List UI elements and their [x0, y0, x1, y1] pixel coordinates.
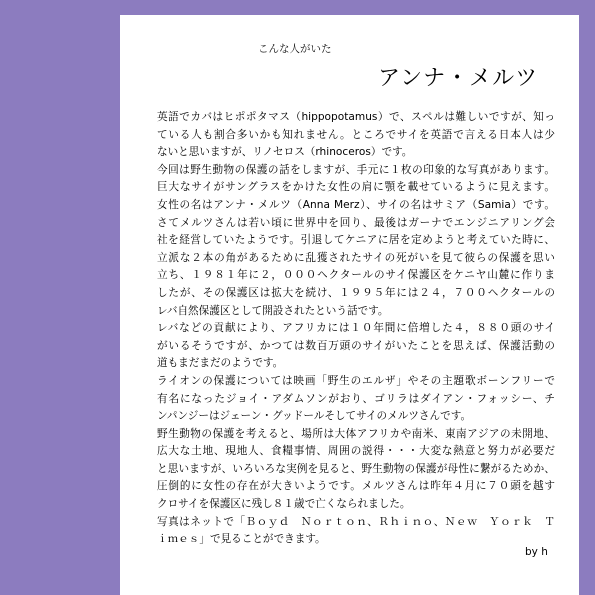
- article-line: 広大な土地、現地人、食糧事情、周囲の説得・・・大変な熱意と努力が必要だ: [157, 445, 555, 458]
- article-line: レバなどの貢献により、アフリカには１０年間に倍増した４，８８０頭のサイ: [157, 322, 555, 335]
- article-line: 圧倒的に女性の存在が大きいようです。メルツさんは昨年４月に７０頭を越す: [157, 480, 555, 493]
- article-line: 野生動物の保護を考えると、場所は大体アフリカや南米、東南アジアの未開地、: [157, 427, 555, 440]
- article-line: さてメルツさんは若い頃に世界中を回り、最後はガーナでエンジニアリング会: [157, 216, 555, 229]
- kicker-text: こんな人がいた: [258, 43, 332, 55]
- article-line: 立ち、１９８１年に２，０００ヘクタールのサイ保護区をケニヤ山麓に作りま: [157, 269, 555, 282]
- article-line: レバ自然保護区として開設されたという話です。: [157, 304, 389, 317]
- article-line: ている人も割合多いかも知れません。ところでサイを英語で言える日本人は少: [157, 128, 555, 141]
- page-title: アンナ・メルツ: [378, 66, 539, 91]
- article-line: したが、その保護区は拡大を続け、１９９５年には２４，７００ヘクタールの: [157, 286, 555, 299]
- article-line: 立派な２本の角があるために乱獲されたサイの死がいを見て彼らの保護を思い: [157, 251, 555, 264]
- article-line: 写真はネットで「Ｂｏｙｄ Ｎｏｒｔｏｎ、Ｒｈｉｎｏ、Ｎｅｗ Ｙｏｒｋ Ｔ: [157, 515, 555, 528]
- article-line: ライオンの保護については映画「野生のエルザ」やその主題歌ボーンフリーで: [157, 374, 555, 387]
- article-line: がいるそうですが、かつては数百万頭のサイがいたことを思えば、保護活動の: [157, 339, 555, 352]
- article-line: ｉｍｅｓ」で見ることができます。: [157, 533, 326, 546]
- article-line: 有名になったジョイ・アダムソンがおり、ゴリラはダイアン・フォッシー、チ: [157, 392, 555, 405]
- article-line: 英語でカバはヒポポタマス（hippopotamus）で、スペルは難しいですが、知っ: [157, 111, 555, 123]
- article-line: クロサイを保護区に残し８１歳で亡くなられました。: [157, 498, 411, 511]
- article-line: ンパンジーはジェーン・グッドールそしてサイのメルツさんです。: [157, 410, 472, 423]
- article-line: と思いますが、いろいろな実例を見ると、野生動物の保護が母性に繋がるためか、: [157, 462, 555, 475]
- byline: by h: [525, 546, 548, 558]
- article-line: 女性の名はアンナ・メルツ（Anna Merz）、サイの名はサミア（Samia）です。: [157, 198, 555, 211]
- article-line: 道もまだまだのようです。: [157, 357, 284, 370]
- article-line: 社を経営していたようです。引退してケニアに居を定めようと考えていた時に、: [157, 234, 555, 247]
- article-line: 今回は野生動物の保護の話をしますが、手元に１枚の印象的な写真があります。: [157, 163, 555, 176]
- article-body: [157, 109, 555, 549]
- article-line: 巨大なサイがサングラスをかけた女性の肩に顎を載せているように見えます。: [157, 181, 555, 194]
- article-line: ないと思いますが、リノセロス（rhinoceros）です。: [157, 146, 413, 159]
